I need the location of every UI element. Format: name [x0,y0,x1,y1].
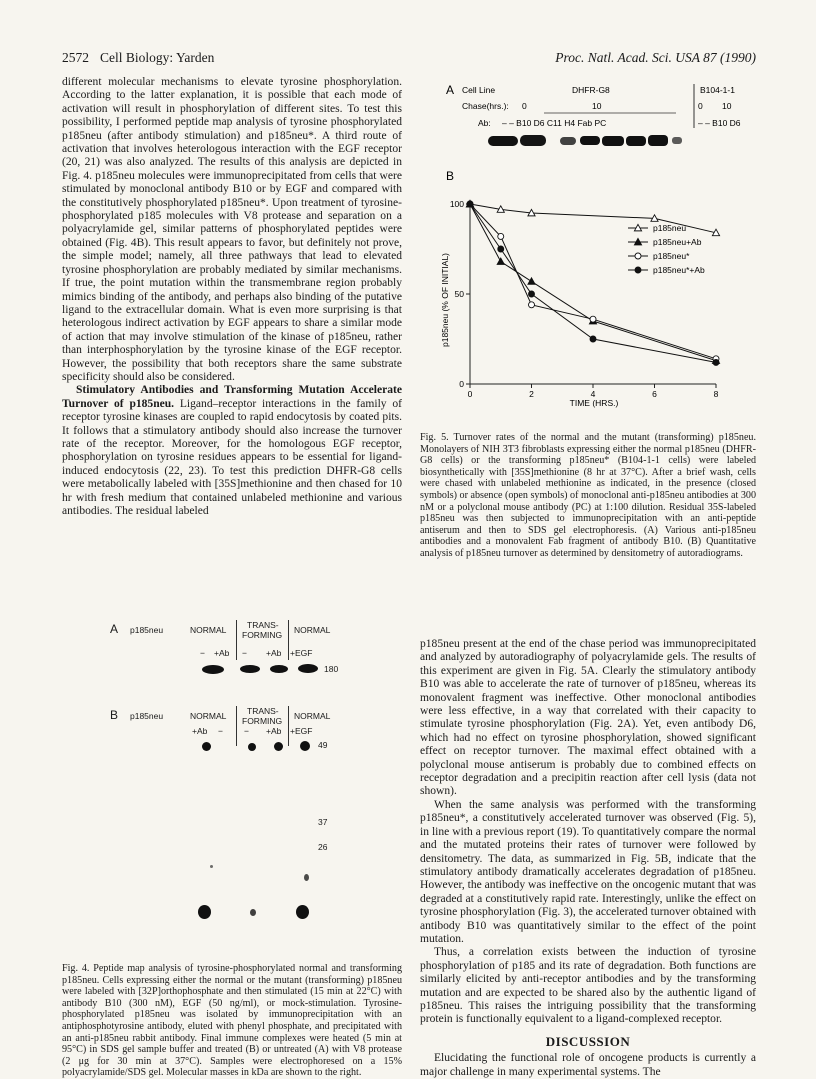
data-point [529,291,535,297]
paragraph: When the same analysis was performed with the transforming p185neu*, a constitutively accelerated turnover was observed (Fig. 5), in line with a previous report (19). To quantitatively compare the normal and the mutated proteins their rates of turnover were followed by densitometry. The data, as summarized in Fig. 5B, indicate that the stimulatory antibody dramatically accelerates degradation of p185neu. However, the antibody was ineffective on the oncogenic mutant that was degraded at a constitutively rapid rate. Interestingly, unlike the effect on tyrosine phosphorylation (Fig. 3), the accelerated turnover obtained with antibody B10 was quantitatively similar to the effect of the point mutation. [420,798,756,945]
legend-label: p185neu*+Ab [653,265,705,275]
x-axis-label: TIME (HRS.) [569,398,619,408]
gel-spot [296,905,309,919]
paragraph [62,384,402,518]
chase-0: 0 [522,101,527,111]
data-point [590,316,596,322]
page-number: 2572 [62,50,89,65]
data-point [529,302,535,308]
lane-plus-ab: +Ab [266,648,282,658]
gel-bands-5a [488,135,682,146]
figure-4 [110,618,400,958]
normal-label: NORMAL [294,625,331,635]
data-point [498,246,504,252]
lane-divider [236,620,237,660]
lane-divider [288,620,289,660]
x-tick-label: 6 [652,389,657,399]
chase-10: 10 [592,101,602,111]
lane-plus-ab: +Ab [192,726,208,736]
gel-spot [304,874,309,881]
page-header [62,50,756,68]
y-tick-label: 100 [449,199,464,209]
section-runin-heading: Stimulatory Antibodies and Transforming Mutation Accelerate Turnover of p185neu. [62,384,402,410]
ab-label: Ab: [478,118,491,128]
x-tick-label: 0 [467,389,473,399]
gel-spot [248,743,256,751]
y-tick-label: 50 [454,289,464,299]
panel-b-label: B [110,708,119,722]
chart-legend [628,223,705,275]
lane-plus-egf: +EGF [290,726,313,736]
chase-0b: 0 [698,101,703,111]
gel-band [240,665,260,673]
caption-label: Fig. 5. [420,432,449,443]
y-axis-label: p185neu (% OF INITIAL) [440,252,450,348]
cell-line-dhfr: DHFR-G8 [572,85,610,95]
paragraph: Thus, a correlation exists between the induction of tyrosine phosphorylation of p185 and its rate of degradation. Both functions are similarly elicited by anti-receptor antibodies and by the transforming mutation and are expected to be shared also by the authentic ligand of p185neu. This raises the intriguing possibility that the transforming protein is functionally equivalent to a ligand-complexed receptor. [420,946,756,1026]
lane-plus-ab: +Ab [266,726,282,736]
data-point [498,233,504,239]
gel-spot [198,905,211,919]
right-column [420,638,756,1079]
figure-4-caption [62,963,402,1079]
gel-spot [300,741,310,751]
running-title: Cell Biology: Yarden [100,50,215,65]
figure-5 [440,80,756,425]
cell-line-label: Cell Line [462,85,496,95]
mass-marker-180: 180 [324,664,339,674]
normal-label: NORMAL [190,711,227,721]
section-heading: DISCUSSION [545,1033,631,1049]
figure-5-caption [420,432,756,560]
gel-band [270,665,288,673]
left-column [62,76,402,518]
mass-marker-49: 49 [318,740,328,750]
caption-text: Turnover rates of the normal and the mutant (transforming) p185neu. Monolayers of NIH 3T3 fibroblasts expressing either the normal p185neu (DHFR-G8 cells) or the transforming p185neu* (B104-1-1 cells) were labeled biosynthetically with [35S]methionine (8 hr at 37°C). After a brief wash, cells were chased with unlabeled methionine as indicated, in the presence (closed symbols) or absence (open symbols) of monoclonal anti-p185neu antibodies at 300 nM or a polyclonal mouse antibody (PC) at 1:100 dilution. Residual 35S-labeled p185neu was then subjected to immunoprecipitation with an anti-peptide antiserum and then to SDS gel electrophoresis. (A) Various anti-p185neu antibodies and a monovalent Fab fragment of antibody B10. (B) Quantitative analysis of p185neu turnover as determined by densitometry of autoradiograms. [420,432,756,559]
lane-minus: − [242,648,247,658]
panel-b-label: B [446,169,455,183]
legend-label: p185neu [653,223,687,233]
lane-minus: − [200,648,205,658]
paragraph-text: Ligand–receptor interactions in the family of receptor tyrosine kinases are coupled to rapid endocytosis by coated pits. It follows that a stimulatory antibody should also increase the turnover rate of the receptor. Moreover, for the homologous EGF receptor, phosphorylation on tyrosine residues appears to be essential for ligand-induced endocytosis (22, 23). To test this prediction DHFR-G8 cells were metabolically labeled with [35S]methionine and then chased for 10 hr with fresh medium that contained unlabeled methionine and various antibodies. The residual labeled [62,397,402,517]
mass-marker-37: 37 [318,817,328,827]
lane-plus-egf: +EGF [290,648,313,658]
caption-text: Peptide map analysis of tyrosine-phosphorylated normal and transforming p185neu. Cells expressing either the normal or the mutant (transforming) p185neu were labeled with [32P]orthophosphate and then stimulated (15 min at 22°C) with antibody B10 (300 nM), EGF (50 ng/ml), or mock-stimulation. Tyrosine-phosphorylated p185neu was isolated by immunoprecipitation with an antiphosphotyrosine antibody, eluted with phenyl phosphate, and precipitated with an anti-p185neu rabbit antibody. Final immune complexes were heated (5 min at 95°C) in SDS gel sample buffer and treated (B) or untreated (A) with V8 protease (2 μg for 30 min at 37°C). Samples were electrophoresed on a 15% polyacrylamide/SDS gel. Molecular masses in kDa are shown to the right. [62,963,402,1079]
mass-marker-26: 26 [318,842,328,852]
cell-line-b104: B104-1-1 [700,85,735,95]
panel-a-label: A [446,83,455,97]
data-point [590,336,596,342]
transforming-label: FORMING [242,716,283,726]
y-tick-label: 0 [459,379,464,389]
data-point [713,359,719,365]
figure-5-svg [440,80,756,425]
x-tick-label: 4 [590,389,596,399]
x-tick-label: 8 [713,389,719,399]
transforming-label: TRANS- [247,620,279,630]
lane-plus-ab: +Ab [214,648,230,658]
paragraph: p185neu present at the end of the chase period was immunoprecipitated and analyzed by autoradiography of polyacrylamide gels. The results of this experiment are given in Fig. 5A. Clearly the stimulatory antibody B10 was able to accelerate the rate of turnover of p185neu, whereas its monovalent fragment was ineffective. Other monoclonal antibodies were less effective, in a way that correlated with their capacity to stimulate tyrosine phosphorylation (Fig. 2A). Yet, even antibody D6, which had no effect on tyrosine phosphorylation, showed significant effect on receptor turnover. The maximal effect obtained with a polyclonal mouse antiserum is probably due to combined effects on receptor degradation and a precipitin reaction after cell lysis (data not shown). [420,638,756,798]
gel-band [298,664,318,673]
gel-spot [202,742,211,751]
chase-label: Chase(hrs.): [462,101,509,111]
x-tick-label: 2 [529,389,534,399]
paragraph: different molecular mechanisms to elevate tyrosine phosphorylation. According to the latter explanation, it is possible that each mode of activation will result in phosphorylation of different sites. To test this possibility, I performed peptide map analysis of tyrosine phosphorylated p185neu (after antibody stimulation) and p185neu*. A third route of activation that involves heterologous interaction with the EGF receptor (20, 21) was also analyzed. The results of this analysis are depicted in Fig. 4. p185neu molecules were immunoprecipitated from cells that were stimulated by monoclonal antibody B10 or by EGF and compared with the constitutively phosphorylated p185neu*. Upon treatment of tyrosine-phosphorylated p185 molecules with V8 protease and separation on a polyacrylamide gel, similar patterns of phosphorylated peptides were obtained (Fig. 4B). This result appears to favor, but definitely not prove, the simple model; namely, all three pathways that lead to elevated tyrosine phosphorylation are probably mediated by similar mechanisms. If true, the point mutation within the transmembrane region probably mimics binding of the antibody, and perhaps also binding of the putative ligand to the extracellular domain. What is even more surprising is that heterologous indirect activation by EGF appears to share a similar mode of action that may involve stimulation of the kinase of p185neu, rather than interphosphorylation by the tyrosine kinase of the EGF receptor. However, the possibility that both receptors share the same substrate specificity should also be considered. [62,76,402,383]
chase-10b: 10 [722,101,732,111]
p185neu-label: p185neu [130,625,164,635]
lane-divider [288,706,289,746]
p185neu-label: p185neu [130,711,164,721]
data-point [497,258,504,264]
normal-label: NORMAL [294,711,331,721]
paragraph: Elucidating the functional role of oncogene products is currently a major challenge in many experimental systems. The [420,1052,756,1078]
gel-band [202,665,224,674]
lane-minus: − [218,726,223,736]
data-point [528,278,535,284]
caption-label: Fig. 4. [62,963,90,974]
panel-a-label: A [110,622,119,636]
lane-divider [236,706,237,746]
gel-spot [274,742,283,751]
ab-lanes-b: – – B10 D6 [698,118,741,128]
legend-label: p185neu* [653,251,690,261]
normal-label: NORMAL [190,625,227,635]
legend-marker [635,267,641,273]
gel-spot [250,909,256,916]
legend-label: p185neu+Ab [653,237,702,247]
legend-marker [635,253,641,259]
journal-citation: Proc. Natl. Acad. Sci. USA 87 (1990) [555,50,756,65]
lane-minus: − [244,726,249,736]
transforming-label: TRANS- [247,706,279,716]
gel-spot [210,865,213,868]
transforming-label: FORMING [242,630,283,640]
data-point [467,201,473,207]
ab-lanes: – – B10 D6 C11 H4 Fab PC [502,118,607,128]
